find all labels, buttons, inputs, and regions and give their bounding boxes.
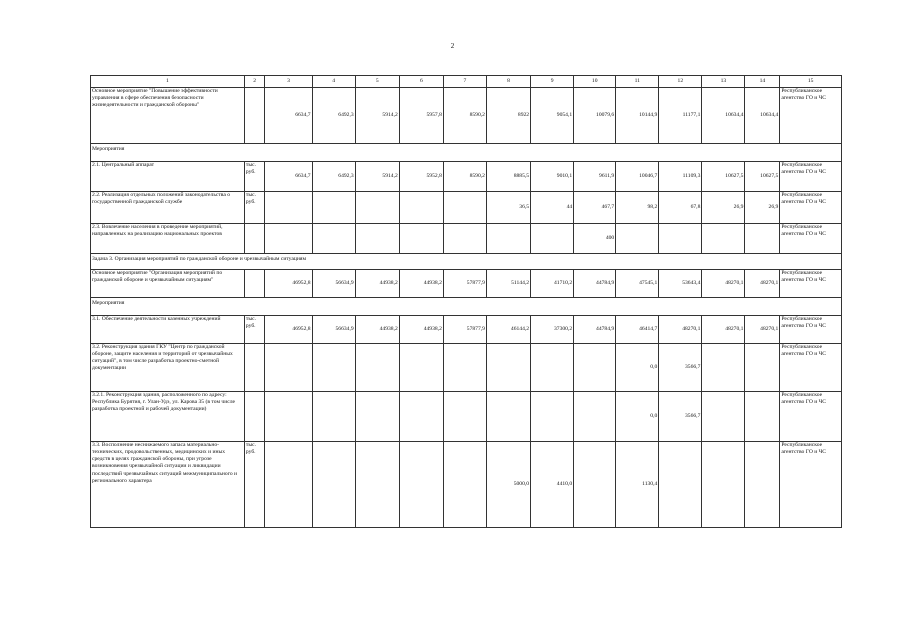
value-cell: [486, 392, 530, 442]
value-cell: [312, 392, 355, 442]
table-row: [91, 270, 842, 298]
value-cell: 48270,1: [745, 270, 780, 298]
responsible-cell: Республиканское агентство ГО и ЧС: [780, 88, 842, 144]
column-header: 3: [265, 76, 312, 88]
value-cell: 44: [531, 192, 574, 224]
value-cell: 44938,2: [355, 316, 399, 344]
value-cell: 48270,1: [702, 316, 745, 344]
value-cell: 46144,2: [486, 316, 530, 344]
value-cell: [702, 392, 745, 442]
value-cell: [531, 344, 574, 392]
column-header: 5: [355, 76, 399, 88]
value-cell: 48270,1: [745, 316, 780, 344]
column-header: 9: [531, 76, 574, 88]
value-cell: [312, 192, 355, 224]
value-cell: 44938,2: [399, 270, 443, 298]
value-cell: 51144,2: [486, 270, 530, 298]
value-cell: 5952,8: [399, 162, 443, 192]
section-title: Мероприятия: [91, 144, 842, 162]
value-cell: [399, 192, 443, 224]
unit-cell: тыс. руб.: [244, 316, 265, 344]
column-header: 11: [616, 76, 659, 88]
value-cell: 5914,2: [355, 88, 399, 144]
section-title: Задача 3. Организация мероприятий по гражданской обороне и чрезвычайным ситуациям: [91, 254, 842, 270]
value-cell: 8590,2: [443, 162, 486, 192]
activity-name: 3.2. Реконструкция здания ГКУ "Центр по гражданской обороне, защите населения и территорий от чрезвычайных ситуаций", в том числе разработка проектно-сметной документации: [91, 344, 245, 392]
unit-cell: тыс. руб.: [244, 192, 265, 224]
value-cell: [399, 224, 443, 254]
value-cell: [355, 344, 399, 392]
header-row: [91, 76, 842, 88]
value-cell: [443, 392, 486, 442]
value-cell: [745, 344, 780, 392]
value-cell: 6492,3: [312, 88, 355, 144]
table-row: [91, 392, 842, 442]
table-row: [91, 224, 842, 254]
value-cell: [659, 224, 702, 254]
activity-name: 2.1. Центральный аппарат: [91, 162, 245, 192]
table-row: [91, 88, 842, 144]
unit-cell: [244, 88, 265, 144]
value-cell: 5957,8: [399, 88, 443, 144]
value-cell: 46414,7: [616, 316, 659, 344]
section-row: [91, 254, 842, 270]
section-row: [91, 298, 842, 316]
budget-table: [90, 75, 842, 528]
column-header: 14: [745, 76, 780, 88]
column-header: 15: [780, 76, 842, 88]
value-cell: [574, 392, 616, 442]
column-header: 1: [91, 76, 245, 88]
value-cell: 9010,1: [531, 162, 574, 192]
value-cell: 10627,5: [702, 162, 745, 192]
value-cell: 26,9: [702, 192, 745, 224]
section-title: Мероприятия: [91, 298, 842, 316]
value-cell: [399, 392, 443, 442]
value-cell: 10634,4: [745, 88, 780, 144]
value-cell: 26,9: [745, 192, 780, 224]
value-cell: [616, 224, 659, 254]
value-cell: 8885,5: [486, 162, 530, 192]
value-cell: [443, 344, 486, 392]
value-cell: 10144,9: [616, 88, 659, 144]
responsible-cell: Республиканское агентство ГО и ЧС: [780, 224, 842, 254]
value-cell: 1130,4: [616, 442, 659, 528]
value-cell: 48270,1: [702, 270, 745, 298]
column-header: 12: [659, 76, 702, 88]
table-row: [91, 316, 842, 344]
value-cell: [486, 224, 530, 254]
value-cell: 57877,9: [443, 316, 486, 344]
value-cell: [355, 192, 399, 224]
value-cell: [702, 442, 745, 528]
column-header: 4: [312, 76, 355, 88]
value-cell: 56634,9: [312, 316, 355, 344]
column-header: 2: [244, 76, 265, 88]
column-header: 8: [486, 76, 530, 88]
value-cell: [265, 442, 312, 528]
value-cell: 57877,9: [443, 270, 486, 298]
value-cell: 400: [574, 224, 616, 254]
column-header: 7: [443, 76, 486, 88]
value-cell: 8922: [486, 88, 530, 144]
column-header: 10: [574, 76, 616, 88]
value-cell: [574, 344, 616, 392]
value-cell: 37300,2: [531, 316, 574, 344]
value-cell: 11109,3: [659, 162, 702, 192]
value-cell: 36,5: [486, 192, 530, 224]
value-cell: 44784,9: [574, 316, 616, 344]
value-cell: [702, 224, 745, 254]
value-cell: [399, 442, 443, 528]
activity-name: 2.2. Реализация отдельных положений законодательства о государственной гражданской службе: [91, 192, 245, 224]
responsible-cell: Республиканское агентство ГО и ЧС: [780, 192, 842, 224]
page-number: 2: [450, 42, 455, 50]
table-row: [91, 442, 842, 528]
value-cell: [265, 392, 312, 442]
value-cell: 0,0: [616, 344, 659, 392]
value-cell: 53643,4: [659, 270, 702, 298]
value-cell: 6492,3: [312, 162, 355, 192]
value-cell: 10627,5: [745, 162, 780, 192]
value-cell: 67,8: [659, 192, 702, 224]
value-cell: 5914,2: [355, 162, 399, 192]
value-cell: 46952,8: [265, 316, 312, 344]
value-cell: [486, 344, 530, 392]
value-cell: [312, 344, 355, 392]
unit-cell: [244, 344, 265, 392]
value-cell: 9611,9: [574, 162, 616, 192]
value-cell: 3566,7: [659, 344, 702, 392]
value-cell: 467,7: [574, 192, 616, 224]
value-cell: [399, 344, 443, 392]
value-cell: [574, 442, 616, 528]
unit-cell: [244, 392, 265, 442]
activity-name: Основное мероприятие "Повышение эффективности управления в сфере обеспечения безопасности жизнедеятельности и гражданской обороны": [91, 88, 245, 144]
value-cell: [355, 392, 399, 442]
value-cell: [443, 192, 486, 224]
value-cell: [531, 224, 574, 254]
value-cell: 3566,7: [659, 392, 702, 442]
value-cell: 44784,9: [574, 270, 616, 298]
value-cell: 6634,7: [265, 88, 312, 144]
value-cell: [745, 224, 780, 254]
value-cell: [312, 224, 355, 254]
value-cell: 11177,1: [659, 88, 702, 144]
value-cell: 9054,1: [531, 88, 574, 144]
value-cell: 44938,2: [399, 316, 443, 344]
value-cell: 98,2: [616, 192, 659, 224]
value-cell: [745, 392, 780, 442]
value-cell: 41710,2: [531, 270, 574, 298]
section-row: [91, 144, 842, 162]
value-cell: [745, 442, 780, 528]
value-cell: [659, 442, 702, 528]
activity-name: 3.3. Восполнение неснижаемого запаса материально-технических, продовольственных, медицинских и иных средств в целях гражданской обороны, при угрозе возникновения чрезвычайной ситуации и ликвидации последствий чрезвычайных ситуаций межмуниципального и регионального характера: [91, 442, 245, 528]
value-cell: 48270,1: [659, 316, 702, 344]
value-cell: [265, 344, 312, 392]
unit-cell: [244, 270, 265, 298]
value-cell: 10634,4: [702, 88, 745, 144]
value-cell: 56634,9: [312, 270, 355, 298]
value-cell: 10079,6: [574, 88, 616, 144]
table-row: [91, 162, 842, 192]
responsible-cell: Республиканское агентство ГО и ЧС: [780, 162, 842, 192]
responsible-cell: Республиканское агентство ГО и ЧС: [780, 270, 842, 298]
table-row: [91, 192, 842, 224]
value-cell: 44938,2: [355, 270, 399, 298]
value-cell: 8590,2: [443, 88, 486, 144]
value-cell: 6634,7: [265, 162, 312, 192]
value-cell: 47545,1: [616, 270, 659, 298]
activity-name: 3.1. Обеспечение деятельности казенных учреждений: [91, 316, 245, 344]
value-cell: 5000,0: [486, 442, 530, 528]
value-cell: [443, 224, 486, 254]
value-cell: [355, 442, 399, 528]
unit-cell: [244, 224, 265, 254]
responsible-cell: Республиканское агентство ГО и ЧС: [780, 316, 842, 344]
value-cell: [702, 344, 745, 392]
value-cell: [312, 442, 355, 528]
value-cell: [265, 224, 312, 254]
value-cell: 10046,7: [616, 162, 659, 192]
value-cell: [355, 224, 399, 254]
responsible-cell: Республиканское агентство ГО и ЧС: [780, 392, 842, 442]
value-cell: 46952,8: [265, 270, 312, 298]
table-row: [91, 344, 842, 392]
value-cell: [531, 392, 574, 442]
value-cell: [265, 192, 312, 224]
activity-name: Основное мероприятие "Организация мероприятий по гражданской обороне и чрезвычайным ситуациям": [91, 270, 245, 298]
activity-name: 2.3. Вовлечение населения в проведение мероприятий, направленных на реализацию национальных проектов: [91, 224, 245, 254]
responsible-cell: Республиканское агентство ГО и ЧС: [780, 344, 842, 392]
unit-cell: тыс. руб.: [244, 162, 265, 192]
value-cell: [443, 442, 486, 528]
unit-cell: тыс. руб.: [244, 442, 265, 528]
value-cell: 0,0: [616, 392, 659, 442]
value-cell: 4410,0: [531, 442, 574, 528]
responsible-cell: Республиканское агентство ГО и ЧС: [780, 442, 842, 528]
activity-name: 3.2.1. Реконструкция здания, расположенного по адресу: Республика Бурятия, г. Улан-Удэ, ул. Карова 35 (в том числе разработка проектной и рабочей документации): [91, 392, 245, 442]
column-header: 13: [702, 76, 745, 88]
column-header: 6: [399, 76, 443, 88]
